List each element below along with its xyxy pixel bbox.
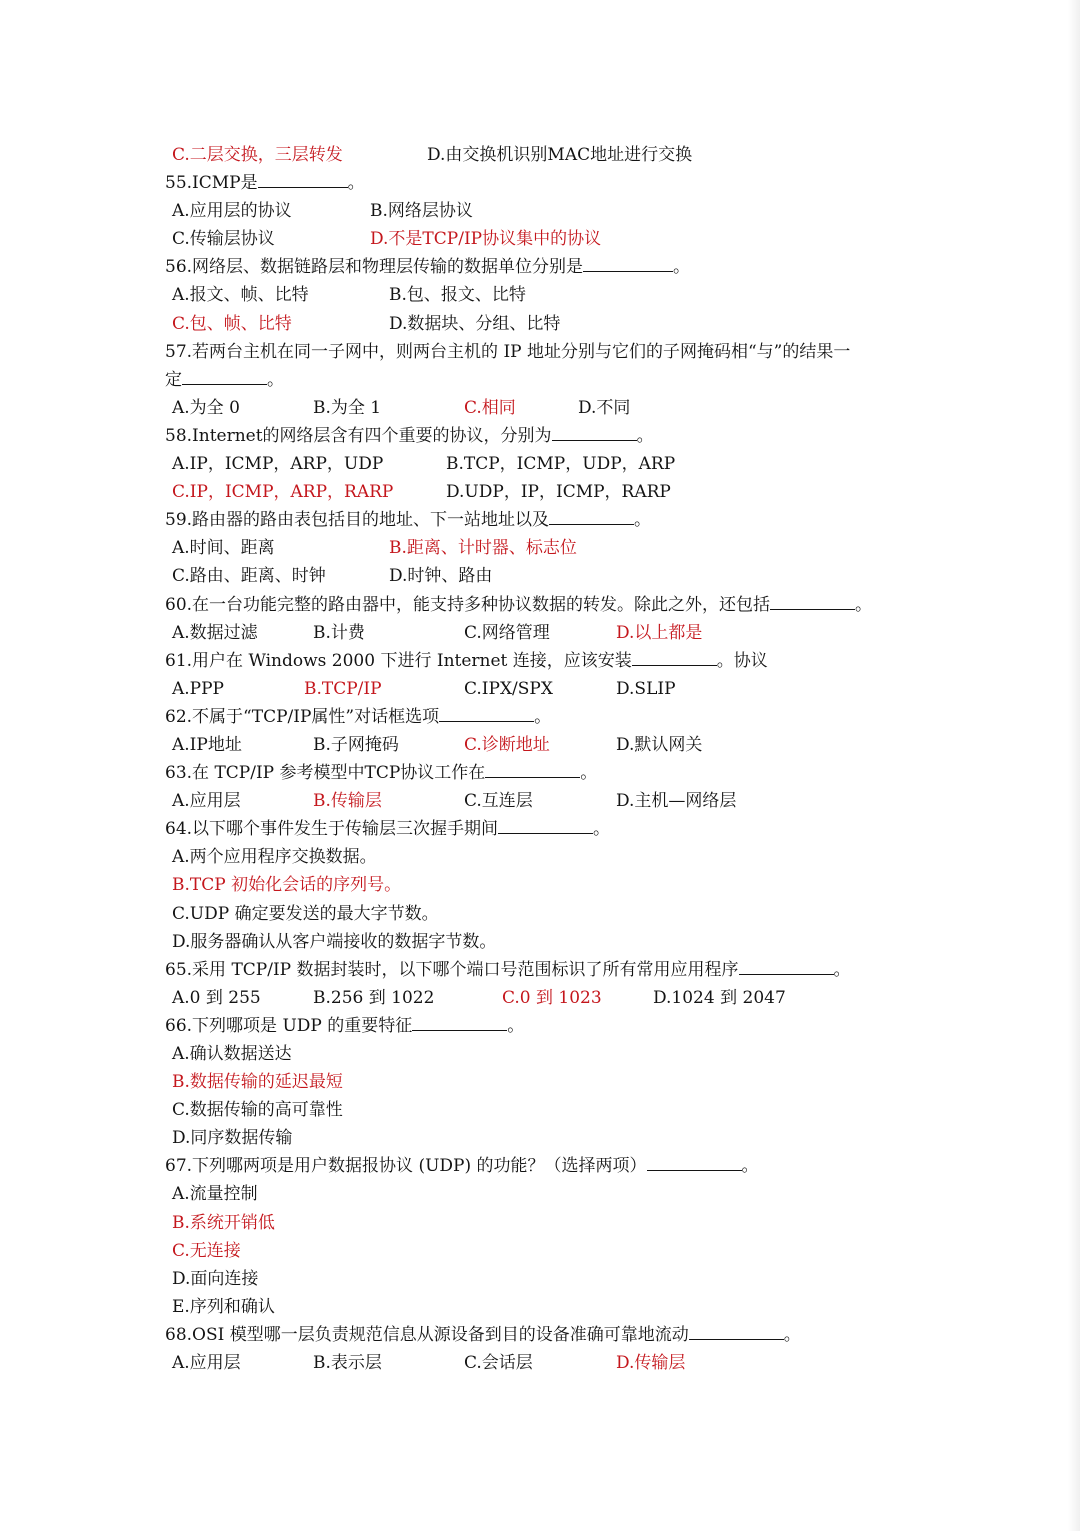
answer-blank [498, 815, 593, 834]
option-line [0, 450, 1080, 478]
option-line [0, 900, 1080, 928]
option-line [0, 871, 1080, 899]
question-suffix: 。 [347, 173, 365, 194]
option: A.IP，ICMP，ARP，UDP [172, 454, 384, 475]
question-line [0, 422, 1080, 450]
option: B.网络层协议 [370, 201, 473, 222]
question-text [165, 1012, 524, 1040]
option: D.面向连接 [172, 1268, 259, 1289]
option: B.表示层 [313, 1353, 382, 1374]
question-stem: 67.下列哪两项是用户数据报协议 (UDP) 的功能？（选择两项） [165, 1156, 647, 1177]
question-line [0, 815, 1080, 843]
option: E.序列和确认 [172, 1296, 275, 1317]
question-text [165, 815, 610, 843]
question-text [165, 422, 654, 450]
option-line [0, 141, 1080, 169]
option: B.子网掩码 [313, 734, 399, 755]
correct-option: B.TCP/IP [304, 678, 382, 699]
question-line [0, 253, 1080, 281]
question-text [165, 506, 651, 534]
option: A.0 到 255 [172, 987, 261, 1008]
question-stem: 59.路由器的路由表包括目的地址、下一站地址以及 [165, 510, 550, 531]
option-line [0, 1237, 1080, 1265]
option: A.IP地址 [172, 734, 242, 755]
question-line [0, 506, 1080, 534]
question-stem: 57.若两台主机在同一子网中，则两台主机的 IP 地址分别与它们的子网掩码相“与”的结果一 [165, 341, 851, 362]
answer-blank [632, 647, 717, 666]
option-line [0, 197, 1080, 225]
answer-blank [647, 1152, 742, 1171]
option: C.IPX/SPX [464, 678, 553, 699]
answer-blank [439, 703, 534, 722]
option-line [0, 534, 1080, 562]
correct-option: B.TCP 初始化会话的序列号。 [172, 875, 402, 896]
option: A.应用层的协议 [172, 201, 292, 222]
question-suffix: 。 [534, 706, 552, 727]
correct-option: C.诊断地址 [464, 734, 550, 755]
correct-option: B.系统开销低 [172, 1212, 275, 1233]
option-line [0, 1040, 1080, 1068]
option-line [0, 310, 1080, 338]
option: C.路由、距离、时钟 [172, 566, 326, 587]
option: A.两个应用程序交换数据。 [172, 847, 377, 868]
answer-blank [412, 1012, 507, 1031]
question-stem: 66.下列哪项是 UDP 的重要特征 [165, 1015, 413, 1036]
question-line [0, 703, 1080, 731]
option: B.为全 1 [313, 397, 382, 418]
question-line [0, 647, 1080, 675]
question-suffix: 。 [741, 1156, 759, 1177]
question-stem: 64.以下哪个事件发生于传输层三次握手期间 [165, 819, 499, 840]
correct-option: C.包、帧、比特 [172, 313, 292, 334]
option-line [0, 562, 1080, 590]
option-line [0, 675, 1080, 703]
correct-option: D.以上都是 [616, 622, 703, 643]
question-text [165, 759, 597, 787]
option: C.数据传输的高可靠性 [172, 1100, 343, 1121]
question-text [165, 1152, 759, 1180]
question-stem: 55.ICMP是 [165, 173, 258, 194]
option-line [0, 787, 1080, 815]
option-line [0, 1209, 1080, 1237]
option: D.服务器确认从客户端接收的数据字节数。 [172, 931, 497, 952]
option: C.会话层 [464, 1353, 533, 1374]
correct-option: D.不是TCP/IP协议集中的协议 [370, 229, 602, 250]
option: A.报文、帧、比特 [172, 285, 309, 306]
option: B.TCP，ICMP，UDP，ARP [446, 454, 676, 475]
option: A.流量控制 [172, 1184, 258, 1205]
answer-blank [182, 366, 267, 385]
option: D.不同 [578, 397, 631, 418]
question-suffix: 。 [855, 594, 873, 615]
option: C.互连层 [464, 791, 533, 812]
question-suffix: 。 [507, 1015, 525, 1036]
option: D.SLIP [616, 678, 676, 699]
correct-option: B.数据传输的延迟最短 [172, 1072, 343, 1093]
correct-option: C.无连接 [172, 1240, 241, 1261]
correct-option: C.IP，ICMP，ARP，RARP [172, 482, 394, 503]
option: D.由交换机识别MAC地址进行交换 [427, 145, 693, 165]
question-text [165, 703, 551, 731]
option-line [0, 1349, 1080, 1377]
option-line [0, 1124, 1080, 1152]
answer-blank [770, 591, 855, 610]
question-text [165, 591, 872, 619]
option: B.256 到 1022 [313, 987, 435, 1008]
answer-blank [549, 506, 634, 525]
question-suffix: 。 [634, 510, 652, 531]
option: B.计费 [313, 622, 365, 643]
option-line [0, 843, 1080, 871]
option: D.同序数据传输 [172, 1128, 293, 1149]
answer-blank [552, 422, 637, 441]
option: A.确认数据送达 [172, 1044, 292, 1064]
option: A.时间、距离 [172, 538, 275, 559]
page-edge-shadow [1068, 0, 1080, 1531]
question-text [165, 1321, 801, 1349]
correct-option: B.传输层 [313, 791, 382, 812]
question-stem: 56.网络层、数据链路层和物理层传输的数据单位分别是 [165, 257, 584, 278]
question-suffix: 。 [783, 1324, 801, 1345]
option-line [0, 478, 1080, 506]
answer-blank [739, 956, 834, 975]
option-line [0, 1096, 1080, 1124]
question-text [165, 956, 851, 984]
option-line [0, 984, 1080, 1012]
answer-blank [583, 253, 673, 272]
question-suffix: 。 [833, 959, 851, 980]
question-suffix: 。 [593, 819, 611, 840]
option: D.数据块、分组、比特 [389, 313, 561, 334]
option-line [0, 394, 1080, 422]
question-text [165, 169, 365, 197]
option: D.UDP，IP，ICMP，RARP [446, 482, 671, 503]
option: D.1024 到 2047 [653, 987, 786, 1008]
correct-option: C.0 到 1023 [502, 987, 602, 1008]
question-stem: 58.Internet的网络层含有四个重要的协议，分别为 [165, 425, 552, 446]
option: C.传输层协议 [172, 229, 275, 250]
option-line [0, 1293, 1080, 1321]
option-line [0, 731, 1080, 759]
question-text [165, 647, 768, 675]
option: C.UDP 确定要发送的最大字节数。 [172, 903, 439, 924]
correct-option: B.距离、计时器、标志位 [389, 538, 577, 559]
option-line [0, 225, 1080, 253]
question-line [0, 338, 1080, 366]
question-line [0, 956, 1080, 984]
question-line [0, 1012, 1080, 1040]
question-suffix: 。 [673, 257, 691, 278]
question-stem: 65.采用 TCP/IP 数据封装时，以下哪个端口号范围标识了所有常用应用程序 [165, 959, 739, 980]
question-text [165, 366, 284, 394]
question-suffix: 。 [580, 763, 598, 784]
option: A.应用层 [172, 1353, 241, 1374]
question-line [0, 591, 1080, 619]
option: D.主机—网络层 [616, 791, 737, 812]
option-line [0, 1180, 1080, 1208]
option: C.网络管理 [464, 622, 550, 643]
option: B.包、报文、比特 [389, 285, 526, 306]
option-line [0, 281, 1080, 309]
option: A.应用层 [172, 791, 241, 812]
answer-blank [689, 1321, 784, 1340]
question-stem: 61.用户在 Windows 2000 下进行 Internet 连接，应该安装 [165, 650, 632, 671]
question-stem: 63.在 TCP/IP 参考模型中TCP协议工作在 [165, 763, 486, 784]
answer-blank [258, 169, 348, 188]
question-line [0, 1152, 1080, 1180]
correct-option: C.相同 [464, 397, 516, 418]
answer-blank [485, 759, 580, 778]
question-text [165, 253, 690, 281]
question-suffix: 。协议 [716, 650, 768, 671]
question-list [0, 141, 1080, 1377]
question-line [0, 169, 1080, 197]
question-line [0, 366, 1080, 394]
question-suffix: 。 [267, 369, 284, 390]
option: A.数据过滤 [172, 622, 258, 643]
correct-option: D.传输层 [616, 1353, 686, 1374]
question-stem: 定 [165, 369, 182, 390]
question-line [0, 759, 1080, 787]
question-stem: 68.OSI 模型哪一层负责规范信息从源设备到目的设备准确可靠地流动 [165, 1324, 689, 1345]
option-line [0, 1265, 1080, 1293]
question-stem: 62.不属于“TCP/IP属性”对话框选项 [165, 706, 440, 727]
question-line [0, 1321, 1080, 1349]
option: D.时钟、路由 [389, 566, 493, 587]
question-suffix: 。 [636, 425, 654, 446]
option: A.PPP [172, 678, 224, 699]
option-line [0, 1068, 1080, 1096]
option-line [0, 619, 1080, 647]
correct-option: C.二层交换，三层转发 [172, 145, 343, 165]
question-stem: 60.在一台功能完整的路由器中，能支持多种协议数据的转发。除此之外，还包括 [165, 594, 771, 615]
option-line [0, 928, 1080, 956]
option: D.默认网关 [616, 734, 703, 755]
option: A.为全 0 [172, 397, 240, 418]
question-text [165, 338, 850, 366]
